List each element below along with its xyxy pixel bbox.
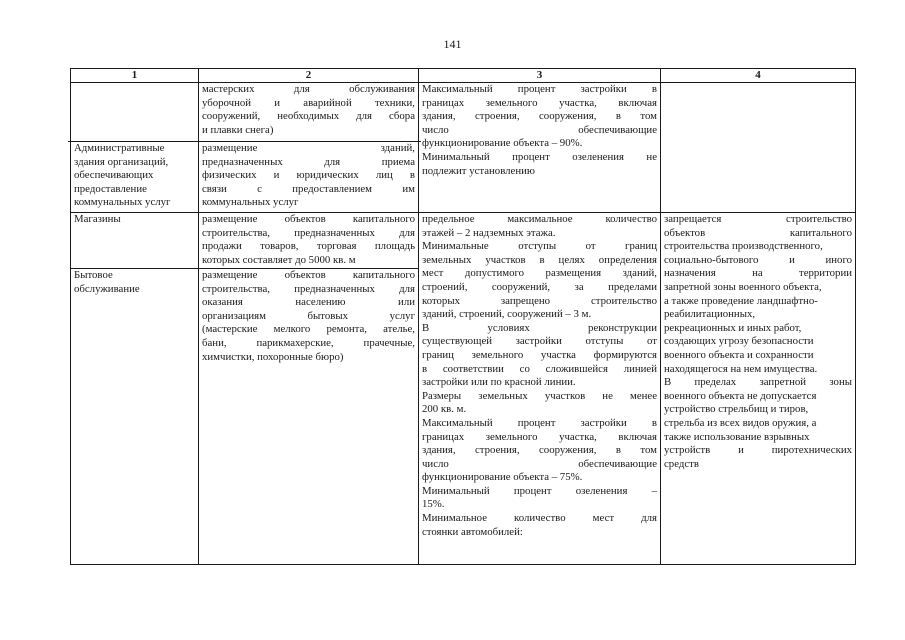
parameters-cell: [419, 213, 661, 565]
parameter-line: Максимальный процент застройки в: [422, 416, 657, 429]
use-type-line: Магазины: [74, 213, 121, 225]
restriction-line: назначения на территории: [664, 267, 852, 280]
restriction-line: военного объекта и сохранности: [664, 348, 814, 361]
parameter-line: границах земельного участка, включая: [422, 96, 657, 109]
restriction-line: реабилитационных,: [664, 308, 756, 321]
restriction-line: В пределах запретной зоны: [664, 376, 852, 389]
description-line: оказания населению или: [202, 296, 415, 309]
restriction-line: военного объекта не допускается: [664, 389, 817, 402]
description-line: продажи товаров, торговая площадь: [202, 240, 415, 253]
parameter-line: 15%.: [422, 498, 445, 511]
description-line: мастерских для обслуживания: [202, 83, 415, 95]
parameter-line: зданий, строений, сооружений – 3 м.: [422, 308, 592, 321]
use-type-cell: [71, 83, 199, 213]
description-line: и плавки снега): [202, 123, 274, 136]
restriction-line: устройство стрельбищ и тиров,: [664, 403, 809, 416]
parameter-line: В условиях реконструкции: [422, 321, 657, 334]
parameter-line: стоянки автомобилей:: [422, 525, 523, 538]
restriction-line: рекреационных и иных работ,: [664, 321, 802, 334]
parameter-line: земельных участков в целях определения: [422, 253, 657, 266]
parameter-line: Минимальный процент озеленения –: [422, 484, 657, 497]
parameter-line: застройки или по красной линии.: [422, 376, 576, 389]
parameter-line: Минимальные отступы от границ: [422, 240, 657, 253]
parameter-line: функционирование объекта – 75%.: [422, 471, 583, 484]
table-row: [71, 83, 856, 213]
parameters-cell: [419, 83, 661, 213]
use-type-line: предоставление: [74, 182, 147, 195]
parameter-line: число обеспечивающие: [422, 457, 657, 470]
use-description-cell: [199, 83, 419, 213]
parameter-line: этажей – 2 надземных этажа.: [422, 226, 556, 239]
column-header-1: 1: [71, 69, 199, 83]
column-header-4: 4: [661, 69, 856, 83]
description-line: которых составляет до 5000 кв. м: [202, 253, 356, 266]
parameter-line: границ земельного участка формируются: [422, 348, 657, 361]
restriction-line: а также проведение ландшафтно-: [664, 294, 818, 307]
use-type-line: здания организаций,: [74, 155, 169, 168]
parameter-line: Размеры земельных участков не менее: [422, 389, 657, 402]
parameter-line: 200 кв. м.: [422, 403, 467, 416]
description-line: физических и юридических лиц в: [202, 169, 415, 182]
description-line: уборочной и аварийной техники,: [202, 96, 415, 109]
use-description-cell: [199, 213, 419, 269]
restrictions-cell: [661, 83, 856, 213]
parameter-line: функционирование объекта – 90%.: [422, 137, 583, 150]
description-line: (мастерские мелкого ремонта, ателье,: [202, 323, 415, 336]
parameter-line: подлежит установлению: [422, 164, 535, 177]
description-line: предназначенных для приема: [202, 155, 415, 168]
use-type-cell: [71, 269, 199, 565]
restriction-line: создающих угрозу безопасности: [664, 335, 814, 348]
description-line: коммунальных услуг: [202, 196, 299, 209]
parameter-line: Максимальный процент застройки в: [422, 83, 657, 95]
restriction-line: находящегося на нем имущества.: [664, 362, 818, 375]
parameter-line: здания, строения, сооружения, в том: [422, 110, 657, 123]
use-type-line: Административные: [74, 142, 165, 154]
description-line: сооружений, необходимых для сбора: [202, 110, 415, 123]
parameter-line: которых запрещено строительство: [422, 294, 657, 307]
restriction-line: строительства производственного,: [664, 240, 823, 253]
restriction-line: социально-бытового и иного: [664, 253, 852, 266]
description-line: строительства, предназначенных для: [202, 226, 415, 239]
use-description-cell: [199, 269, 419, 565]
parameter-line: Минимальное количество мест для: [422, 512, 657, 525]
column-header-2: 2: [199, 69, 419, 83]
parameter-line: здания, строения, сооружения, в том: [422, 444, 657, 457]
use-type-line: обслуживание: [74, 282, 140, 295]
parameter-line: мест допустимого размещения зданий,: [422, 267, 657, 280]
description-line: бани, парикмахерские, прачечные,: [202, 336, 415, 349]
parameter-line: число обеспечивающие: [422, 123, 657, 136]
parameter-line: строений, сооружений, за пределами: [422, 280, 657, 293]
description-line: размещение объектов капитального: [202, 269, 415, 281]
parameter-line: Минимальный процент озеленения не: [422, 150, 657, 163]
restriction-line: запретной зоны военного объекта,: [664, 280, 822, 293]
zoning-regulations-table: [70, 68, 856, 565]
page-number: 141: [443, 37, 462, 51]
restriction-line: объектов капитального: [664, 226, 852, 239]
description-line: химчистки, похоронные бюро): [202, 350, 344, 363]
description-line: размещение объектов капитального: [202, 213, 415, 225]
column-header-3: 3: [419, 69, 661, 83]
parameter-line: в соответствии со сложившейся линией: [422, 362, 657, 375]
description-line: организациям бытовых услуг: [202, 309, 415, 322]
parameter-line: существующей застройки отступы от: [422, 335, 657, 348]
header-row: [71, 69, 856, 83]
parameter-line: границах земельного участка, включая: [422, 430, 657, 443]
parameter-line: предельное максимальное количество: [422, 213, 657, 225]
use-type-cell: [71, 213, 199, 269]
description-line: размещение зданий,: [202, 142, 415, 154]
use-type-line: обеспечивающих: [74, 169, 154, 182]
restriction-line: стрельба из всех видов оружия, а: [664, 416, 817, 429]
description-line: строительства, предназначенных для: [202, 282, 415, 295]
restriction-line: также использование взрывных: [664, 430, 810, 443]
restriction-line: средств: [664, 457, 699, 470]
use-type-line: коммунальных услуг: [74, 196, 171, 209]
table-row: [71, 213, 856, 269]
restriction-line: запрещается строительство: [664, 213, 852, 225]
restrictions-cell: [661, 213, 856, 565]
restriction-line: устройств и пиротехнических: [664, 444, 852, 457]
description-line: связи с предоставлением им: [202, 182, 415, 195]
use-type-line: Бытовое: [74, 269, 113, 281]
